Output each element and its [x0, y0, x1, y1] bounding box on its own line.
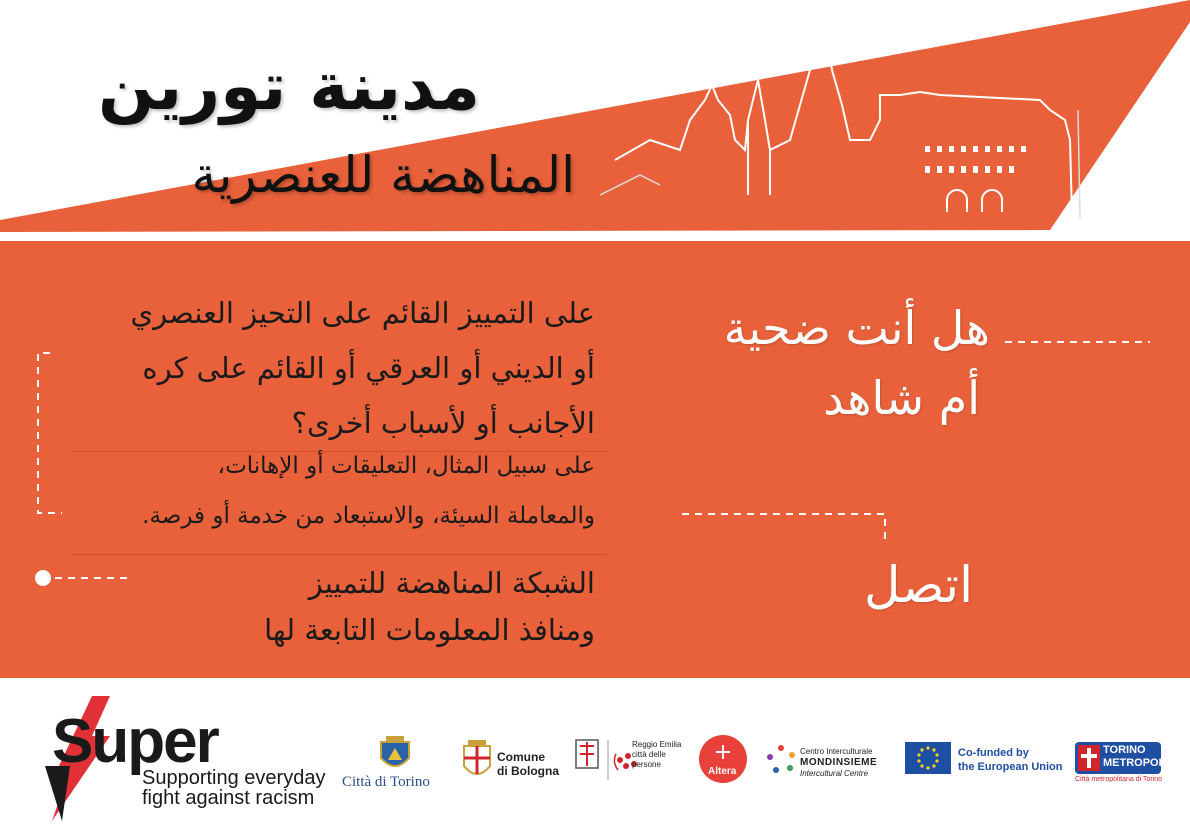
partner-logos	[0, 678, 1190, 839]
contact-dashed-line	[682, 514, 885, 541]
metropoli-logo-text: TORINO METROPOLI	[1103, 744, 1169, 769]
eu-flag-icon	[905, 742, 951, 774]
super-logo-name: Super	[52, 707, 218, 776]
altera-logo-text: Altera	[708, 766, 737, 777]
mondinsieme-logo-text: Centro Interculturale MONDINSIEME Intercultural Centre	[800, 747, 878, 778]
reggio-emilia-logo-text: Reggio Emilia città delle persone	[632, 740, 682, 769]
super-logo	[0, 678, 326, 839]
torino-metropoli-logo	[1075, 742, 1169, 774]
super-tagline: Supporting everyday fight against racism	[142, 767, 326, 809]
bologna-crest-icon	[462, 740, 492, 782]
metropoli-cross-icon	[1078, 745, 1100, 771]
network-line: ومنافذ المعلومات التابعة لها	[264, 613, 595, 647]
divider	[72, 451, 607, 452]
question-line: على التمييز القائم على التحيز العنصري	[130, 296, 595, 330]
page-title: مدينة تورين	[97, 48, 480, 125]
divider	[72, 554, 607, 555]
main-panel	[0, 241, 1190, 678]
page-subtitle: المناهضة للعنصرية	[191, 146, 575, 204]
torino-logo-text: Città di Torino	[342, 774, 430, 790]
question-line: الأجانب أو لأسباب أخرى؟	[291, 406, 595, 440]
bologna-logo-text: Comune di Bologna	[497, 750, 559, 778]
metropoli-caption: Città metropolitana di Torino	[1075, 776, 1163, 783]
question-line: أو الديني أو العرقي أو القائم على كره	[142, 351, 595, 385]
example-line: والمعاملة السيئة، والاستبعاد من خدمة أو فرصة.	[142, 503, 595, 529]
callout-victim: هل أنت ضحية	[723, 301, 990, 355]
torino-crest-icon	[378, 736, 412, 774]
header-band	[0, 0, 1190, 240]
callout-witness: أم شاهد	[823, 371, 980, 425]
contact-heading: اتصل	[863, 556, 973, 614]
example-line: على سبيل المثال، التعليقات أو الإهانات،	[217, 453, 595, 479]
eu-cofunding-text: Co-funded by the European Union	[958, 747, 1063, 773]
network-line: الشبكة المناهضة للتمييز	[308, 566, 595, 600]
mondinsieme-icon	[766, 744, 796, 774]
bracket-left-dashed	[38, 353, 62, 513]
bullet-dot	[35, 570, 51, 586]
